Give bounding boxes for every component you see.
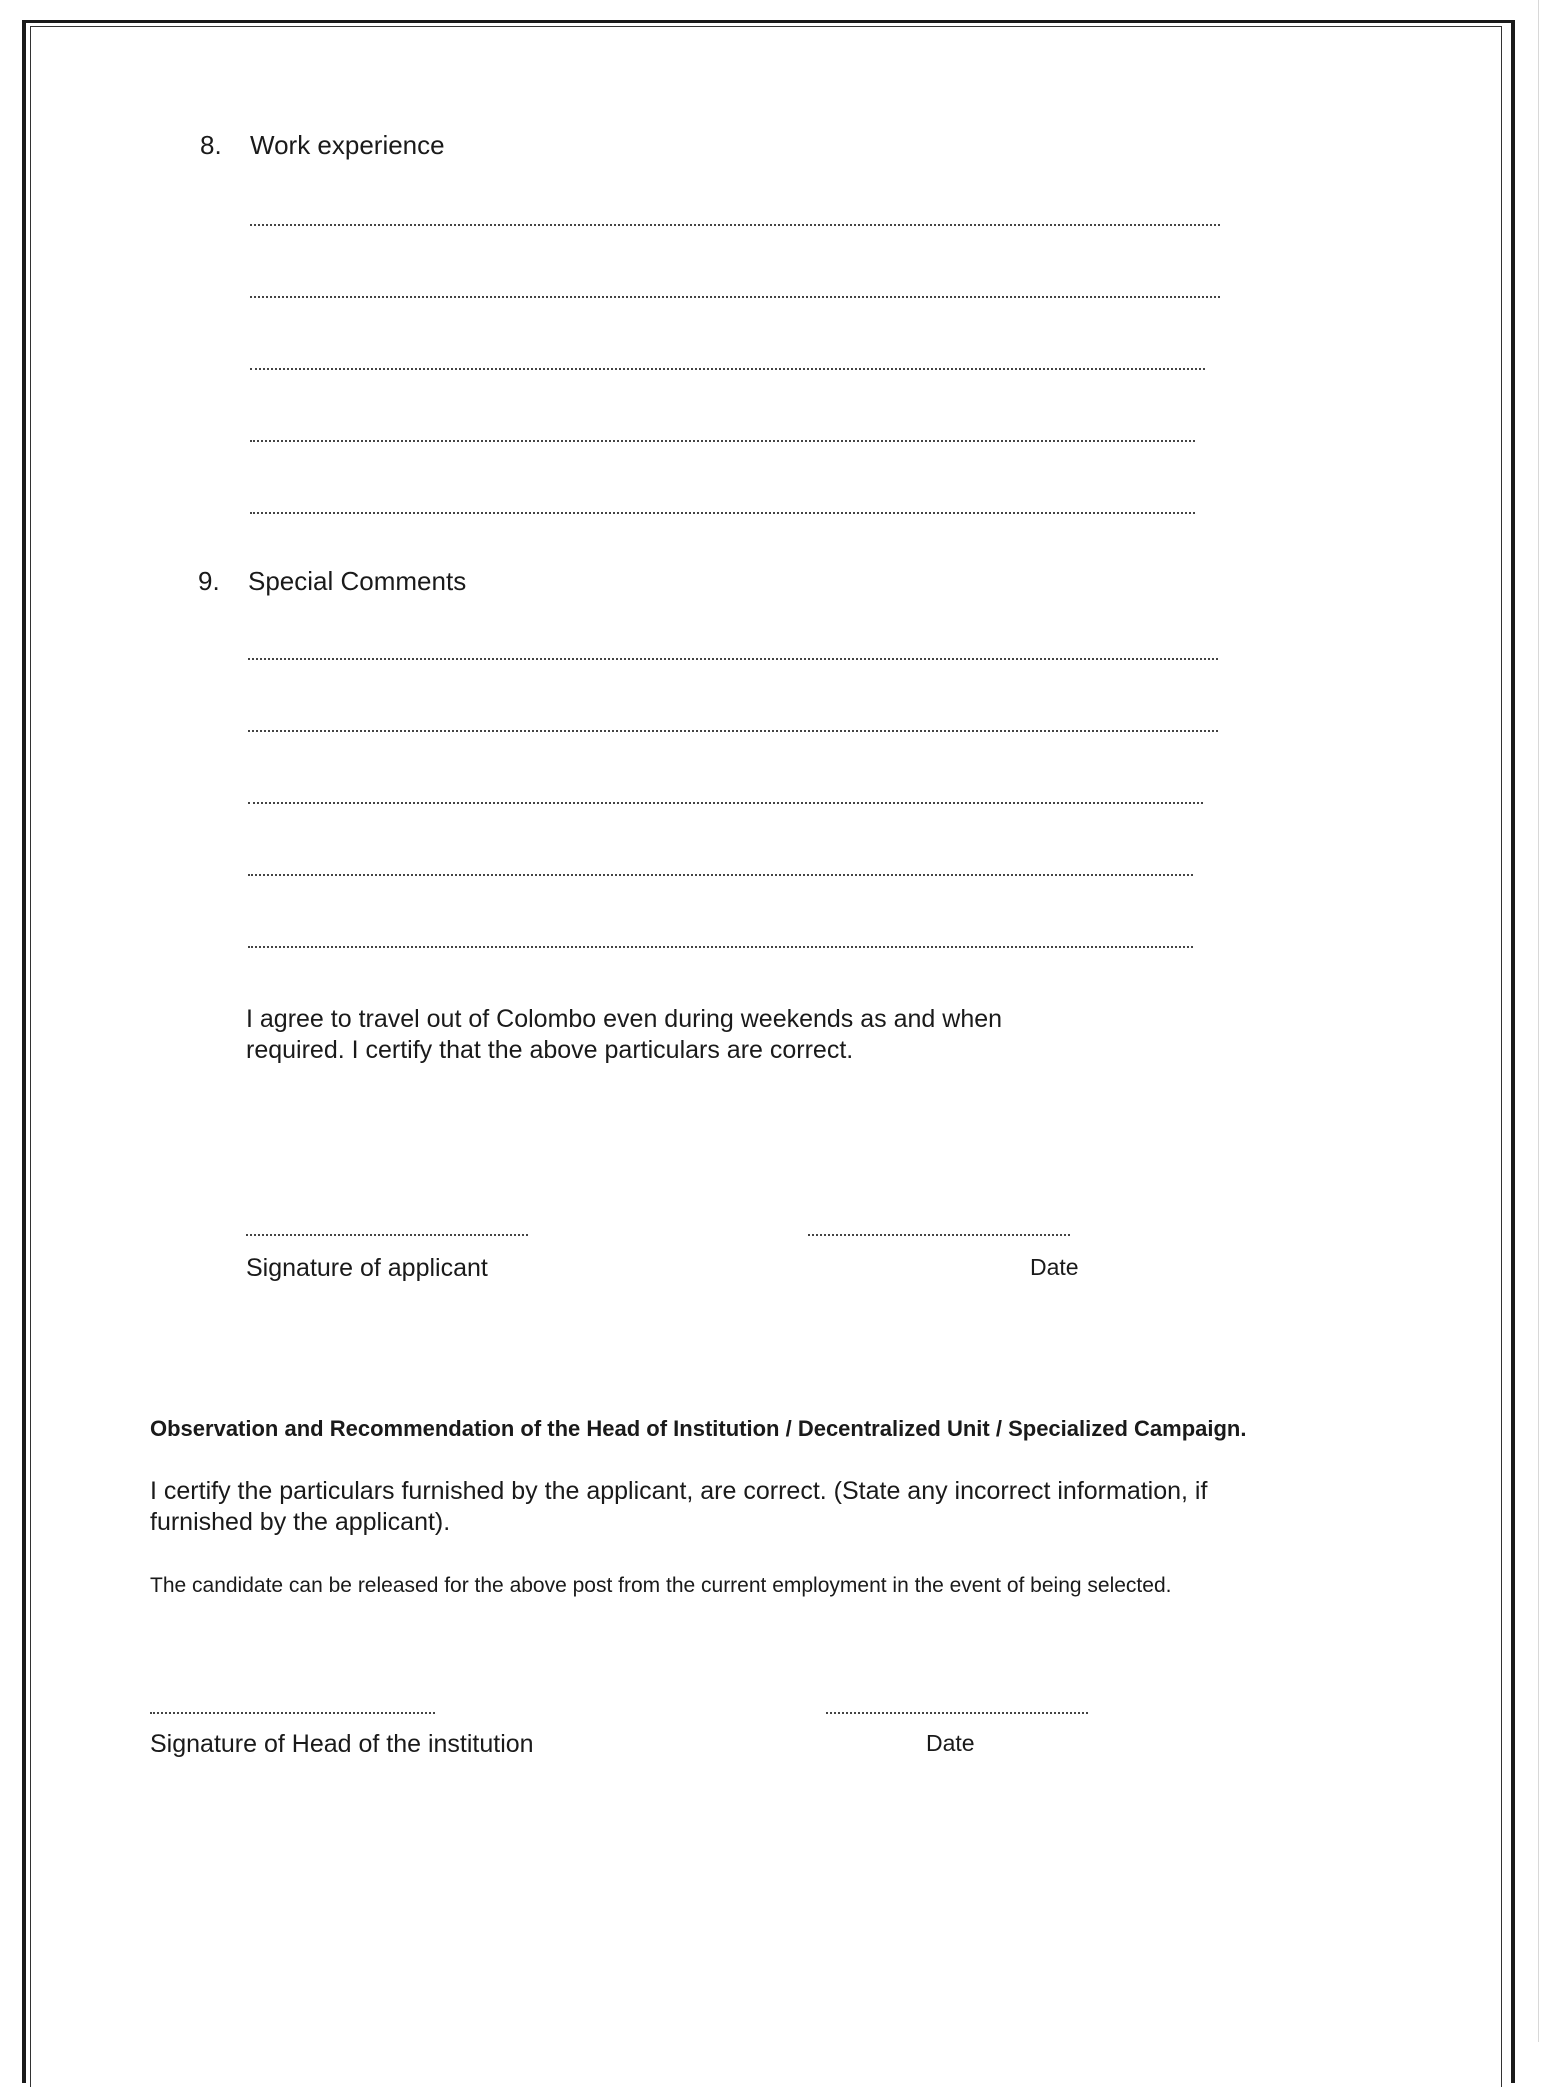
- special-comments-line-3[interactable]: [248, 802, 1203, 804]
- applicant-date-label: Date: [1030, 1254, 1079, 1280]
- head-signature-label: Signature of Head of the institution: [150, 1730, 534, 1758]
- applicant-declaration-line-1: I agree to travel out of Colombo even during weekends as and when: [246, 1005, 1003, 1033]
- head-date-label: Date: [926, 1730, 975, 1756]
- special-comments-line-4[interactable]: [248, 874, 1193, 876]
- applicant-date-line[interactable]: [808, 1234, 1070, 1236]
- scan-edge: [1538, 0, 1539, 2042]
- applicant-declaration-line-2: required. I certify that the above particulars are correct.: [246, 1036, 854, 1064]
- special-comments-line-1[interactable]: [248, 658, 1218, 660]
- applicant-signature-label: Signature of applicant: [246, 1254, 488, 1282]
- work-experience-line-1[interactable]: [250, 224, 1220, 226]
- special-comments-number: 9.: [198, 566, 220, 596]
- head-observation-heading: Observation and Recommendation of the Head of Institution / Decentralized Unit / Specialized Campaign.: [150, 1416, 1247, 1441]
- release-statement: The candidate can be released for the above post from the current employment in the event of being selected.: [150, 1574, 1172, 1597]
- special-comments-line-5[interactable]: [248, 946, 1193, 948]
- head-date-line[interactable]: [826, 1712, 1088, 1714]
- special-comments-title: Special Comments: [248, 566, 467, 596]
- head-signature-line[interactable]: [150, 1712, 435, 1714]
- applicant-declaration: [246, 1004, 1246, 1066]
- head-certification-line-2: furnished by the applicant).: [150, 1508, 451, 1536]
- work-experience-line-5[interactable]: [250, 512, 1195, 514]
- work-experience-line-4[interactable]: [250, 440, 1195, 442]
- work-experience-number: 8.: [200, 130, 222, 160]
- special-comments-line-2[interactable]: [248, 730, 1218, 732]
- applicant-signature-line[interactable]: [246, 1234, 528, 1236]
- work-experience-title: Work experience: [250, 130, 445, 160]
- head-certification: [150, 1476, 1450, 1538]
- work-experience-line-2[interactable]: [250, 296, 1220, 298]
- head-certification-line-1: I certify the particulars furnished by the applicant, are correct. (State any incorrect information, if: [150, 1477, 1208, 1505]
- work-experience-line-3[interactable]: [250, 368, 1205, 370]
